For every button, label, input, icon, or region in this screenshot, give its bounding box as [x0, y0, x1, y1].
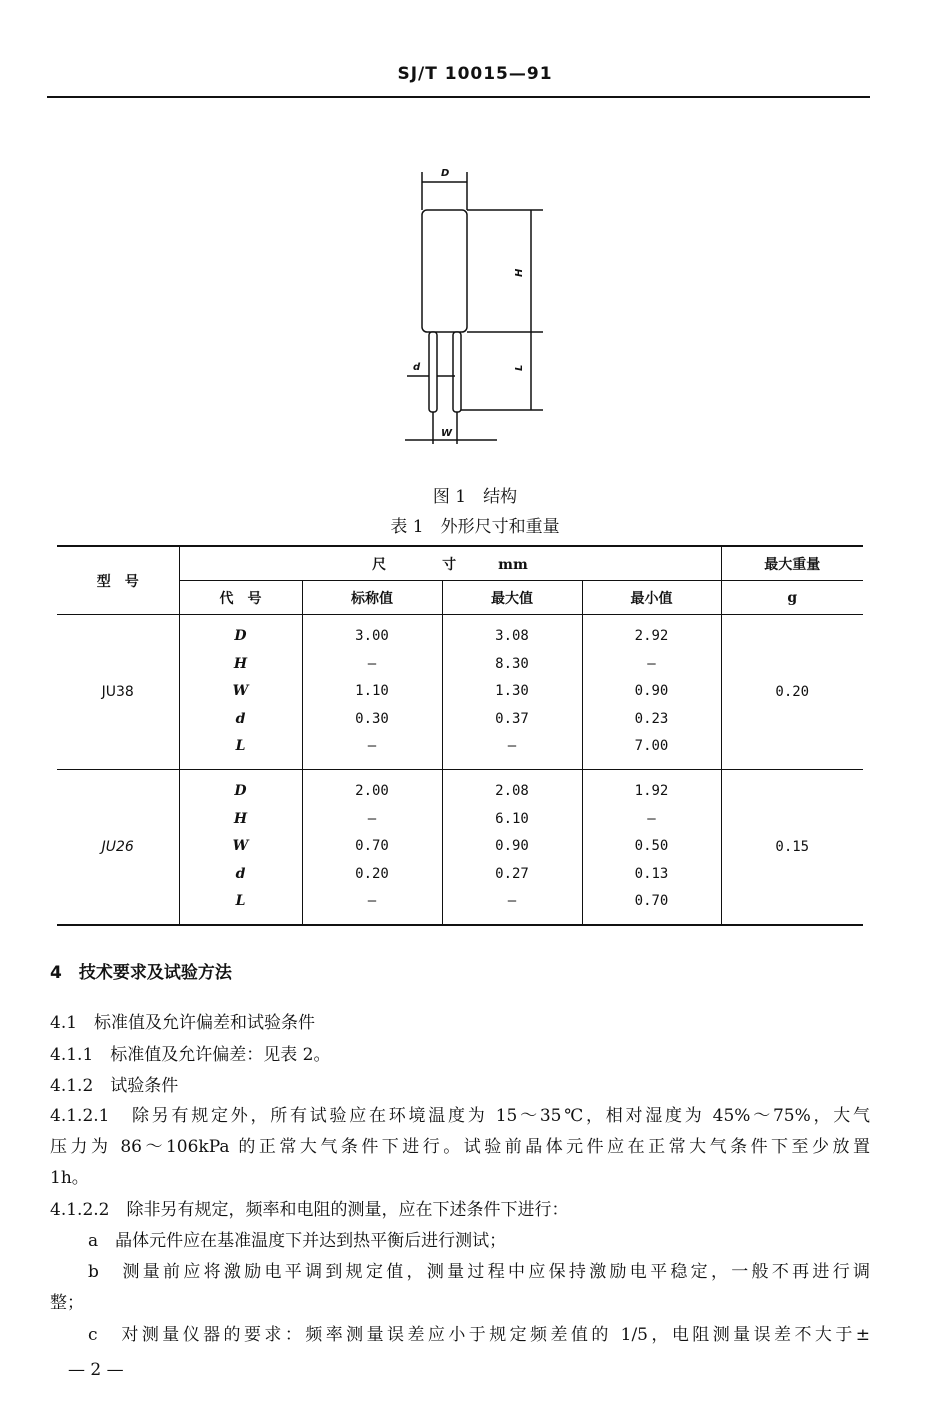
- header-rule: [47, 96, 870, 98]
- header-max: 最大值: [442, 581, 582, 615]
- figure-caption: 图 1 结构: [432, 487, 518, 507]
- label-d: d: [413, 362, 421, 373]
- nominal-value: —: [367, 738, 377, 755]
- paragraph-line: 4.1.2.1 除另有规定外，所有试验应在环境温度为 15～35℃，相对湿度为 45%～75%，大气: [50, 1106, 870, 1126]
- code-value: D: [234, 628, 247, 644]
- header-weight-unit: g: [721, 581, 863, 615]
- max-value: 0.90: [495, 838, 529, 855]
- section-heading: 4 技术要求及试验方法: [50, 963, 232, 983]
- nominal-value: —: [367, 893, 377, 910]
- clause-text: 4.1.1 标准值及允许偏差：见表 2。: [50, 1045, 331, 1065]
- model-cell: JU38: [57, 615, 179, 770]
- min-cell: [582, 615, 721, 770]
- page-number: — 2 —: [68, 1360, 124, 1380]
- nominal-value: 2.00: [355, 782, 389, 799]
- paragraph-line: 压力为 86～106kPa 的正常大气条件下进行。试验前晶体元件应在正常大气条件下至少放置: [50, 1137, 870, 1157]
- nominal-value: —: [367, 810, 377, 827]
- header-max-weight: 最大重量: [721, 546, 863, 581]
- code-value: L: [235, 738, 246, 755]
- max-value: 1.30: [495, 683, 529, 700]
- structure-figure: [395, 160, 565, 460]
- table-row: [57, 615, 863, 770]
- nominal-value: 0.30: [355, 710, 389, 727]
- subsection-heading: 4.1 标准值及允许偏差和试验条件: [50, 1013, 316, 1033]
- code-value: L: [235, 893, 246, 910]
- label-W: W: [441, 428, 453, 439]
- dimension-table: [57, 545, 863, 926]
- nominal-value: 1.10: [355, 683, 389, 700]
- list-item: c 对测量仪器的要求：频率测量误差应小于规定频差值的 1/5，电阻测量误差不大于±: [88, 1325, 870, 1345]
- max-value: 6.10: [495, 810, 529, 827]
- nominal-cell: [302, 615, 442, 770]
- min-cell: [582, 769, 721, 924]
- code-value: H: [233, 810, 248, 827]
- nominal-value: 3.00: [355, 628, 389, 644]
- min-value: 0.70: [634, 893, 669, 910]
- max-value: —: [507, 738, 517, 755]
- nominal-value: —: [367, 655, 377, 672]
- label-H: H: [514, 268, 525, 277]
- max-cell: [442, 615, 582, 770]
- weight-cell: 0.15: [721, 769, 863, 924]
- table-caption: 表 1 外形尺寸和重量: [390, 517, 560, 537]
- max-value: 3.08: [495, 628, 529, 644]
- header-dimension: 尺 寸 mm: [179, 546, 721, 581]
- code-value: W: [232, 838, 249, 855]
- min-value: —: [647, 810, 656, 827]
- code-value: d: [235, 865, 246, 882]
- nominal-value: 0.70: [355, 838, 389, 855]
- min-value: 0.50: [634, 838, 669, 855]
- weight-cell: 0.20: [721, 615, 863, 770]
- table-row: [57, 769, 863, 924]
- max-value: 2.08: [495, 782, 529, 799]
- code-cell: [179, 615, 302, 770]
- min-value: 7.00: [634, 738, 669, 755]
- paragraph-line: 1h。: [50, 1168, 89, 1188]
- min-value: 0.13: [634, 865, 669, 882]
- max-value: 8.30: [495, 655, 529, 672]
- list-item: b 测量前应将激励电平调到规定值，测量过程中应保持激励电平稳定，一般不再进行调: [88, 1262, 870, 1282]
- nominal-value: 0.20: [355, 865, 389, 882]
- nominal-cell: [302, 769, 442, 924]
- crystal-body: [422, 210, 467, 332]
- max-value: 0.27: [495, 865, 529, 882]
- clause-text: 4.1.2 试验条件: [50, 1076, 179, 1096]
- min-value: 0.23: [634, 710, 669, 727]
- code-value: W: [232, 683, 249, 700]
- label-D: D: [441, 168, 450, 179]
- standard-code: SJ/T 10015—91: [397, 64, 553, 84]
- max-value: 0.37: [495, 710, 529, 727]
- min-value: 0.90: [634, 683, 669, 700]
- lead-left: [429, 332, 437, 412]
- max-cell: [442, 769, 582, 924]
- header-code: 代 号: [179, 581, 302, 615]
- list-item-continuation: 整；: [50, 1293, 84, 1313]
- model-cell: JU26: [57, 769, 179, 924]
- label-L: L: [514, 364, 525, 371]
- code-value: D: [234, 782, 247, 799]
- list-item: a 晶体元件应在基准温度下并达到热平衡后进行测试；: [88, 1231, 507, 1251]
- code-cell: [179, 769, 302, 924]
- code-value: H: [233, 655, 248, 672]
- header-min: 最小值: [582, 581, 721, 615]
- header-model: 型 号: [57, 546, 179, 615]
- min-value: 1.92: [634, 782, 669, 799]
- clause-text: 4.1.2.2 除非另有规定，频率和电阻的测量，应在下述条件下进行：: [50, 1200, 569, 1220]
- max-value: —: [507, 893, 517, 910]
- min-value: —: [647, 655, 656, 672]
- code-value: d: [235, 710, 246, 727]
- header-nominal: 标称值: [302, 581, 442, 615]
- min-value: 2.92: [634, 628, 669, 644]
- lead-right: [453, 332, 461, 412]
